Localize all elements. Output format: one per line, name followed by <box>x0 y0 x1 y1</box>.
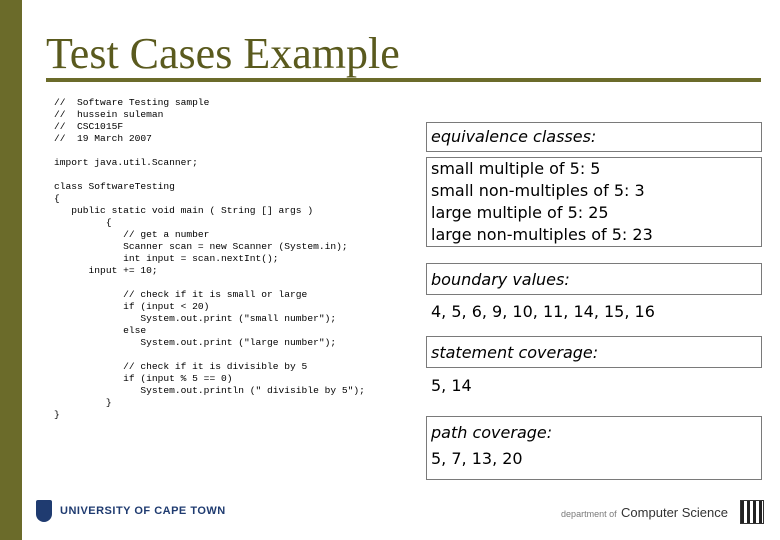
boundary-heading-box <box>426 263 762 295</box>
equivalence-heading-box <box>426 122 762 152</box>
footer <box>30 502 770 532</box>
slide-title: Test Cases Example <box>46 29 400 78</box>
code-listing: // Software Testing sample // hussein suleman // CSC1015F // 19 March 2007 import java.util.Scanner; class SoftwareTesting { public static void main ( String [] args ) { // get a number Scanner scan = new Scanner (System.in); int input = scan.nextInt(); input += 10; // check if it is small or large if (input < 20) System.out.print ("small number"); else System.out.print ("large number"); // check if it is divisible by 5 if (input % 5 == 0) System.out.println (" divisible by 5"); } } <box>54 97 365 420</box>
equivalence-heading: equivalence classes: <box>431 127 597 146</box>
boundary-values: 4, 5, 6, 9, 10, 11, 14, 15, 16 <box>431 302 655 321</box>
statement-heading: statement coverage: <box>431 343 599 362</box>
uct-logo-text: UNIVERSITY OF CAPE TOWN <box>60 505 226 517</box>
boundary-heading: boundary values: <box>431 270 570 289</box>
department-emblem-icon <box>740 500 764 524</box>
department-name: Computer Science <box>621 505 728 520</box>
path-values: 5, 7, 13, 20 <box>431 449 523 468</box>
equivalence-classes-list: small multiple of 5: 5 small non-multiples of 5: 3 large multiple of 5: 25 large non-multiples of 5: 23 <box>431 159 653 244</box>
statement-values: 5, 14 <box>431 376 472 395</box>
equivalence-classes-box <box>426 157 762 247</box>
department-prefix: department of <box>561 509 617 519</box>
title-underline <box>46 78 761 82</box>
path-coverage-box <box>426 416 762 480</box>
uct-crest-icon <box>36 500 52 522</box>
statement-heading-box <box>426 336 762 368</box>
department-logo <box>561 504 728 522</box>
path-heading: path coverage: <box>431 423 553 442</box>
left-accent-bar <box>0 0 22 540</box>
